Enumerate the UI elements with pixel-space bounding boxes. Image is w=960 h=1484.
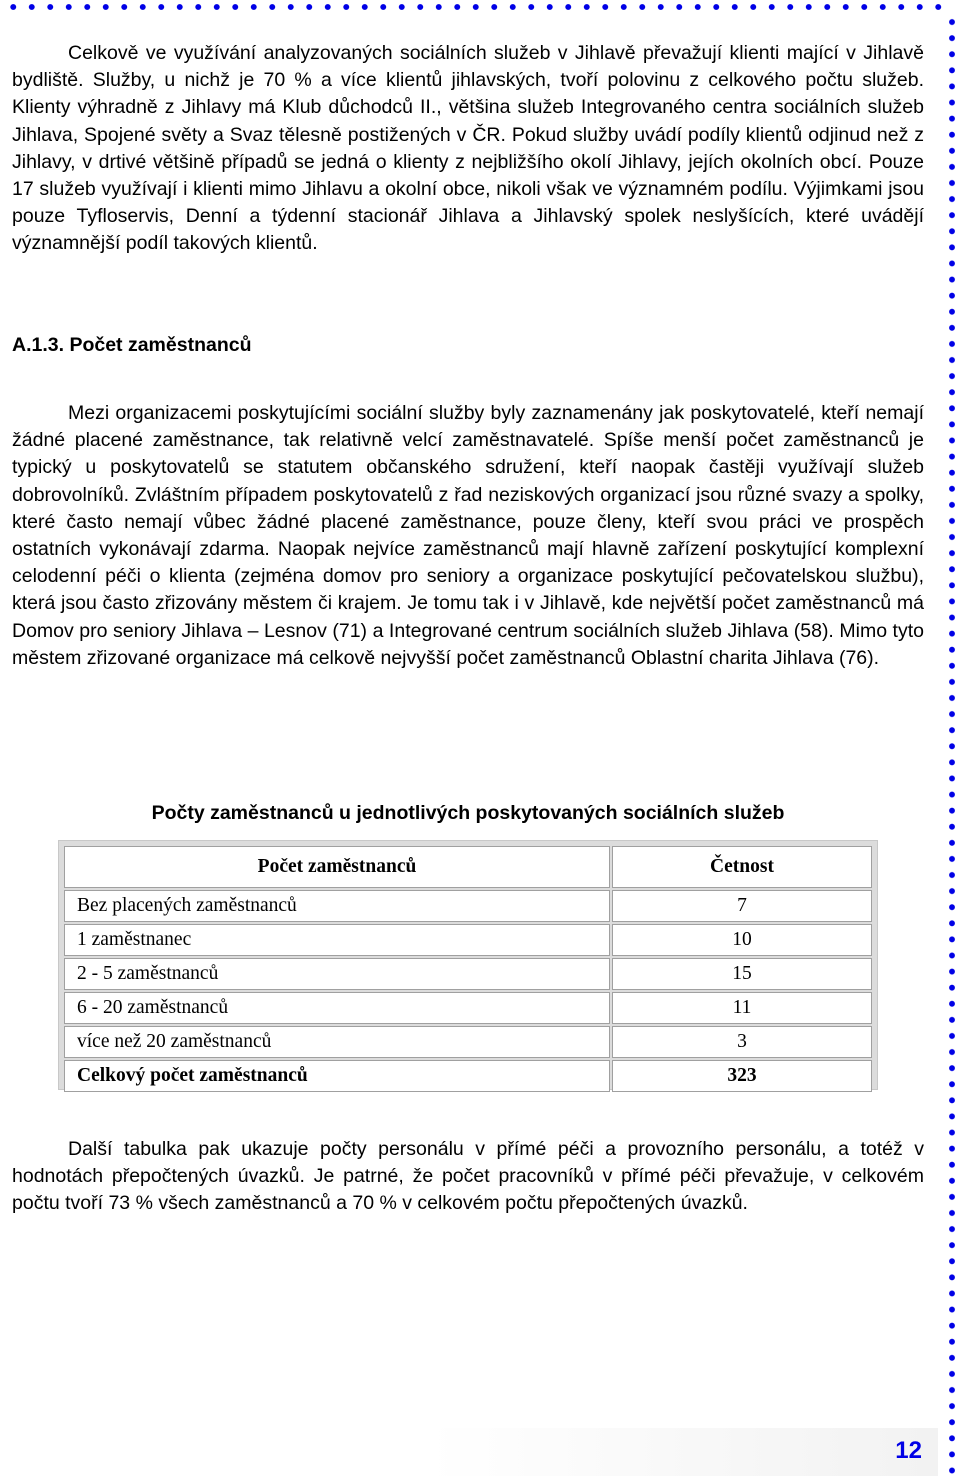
- row-label: 1 zaměstnanec: [64, 924, 610, 956]
- intro-section: [12, 40, 924, 258]
- row-value: 7: [612, 890, 872, 922]
- paragraph-employees: Mezi organizacemi poskytujícími sociální služby byly zaznamenány jak poskytovatelé, kteří nemají žádné placené zaměstnance, tak relativně velcí zaměstnavatelé. Spíše menší počet zaměstnanců je typický u poskytovatelů se statutem občanského sdružení, kteří naopak častěji využívají služeb dobrovolníků. Zvláštním případem poskytovatelů z řad neziskových organizací jsou různé svazy a spolky, které často nemají vůbec žádné placené zaměstnance, pouze členy, kteří svou práci ve prospěch ostatních vykonávají zdarma. Naopak nejvíce zaměstnanců mají hlavně zařízení poskytující komplexní celodenní péči o klienta (zejména domov pro seniory a organizace poskytující pečovatelskou službu), která jsou často zřizovány městem či krajem. Je tomu tak i v Jihlavě, kde největší počet zaměstnanců má Domov pro seniory Jihlava – Lesnov (71) a Integrované centrum sociálních služeb Jihlava (58). Mimo tyto městem zřizované organizace má celkově nejvyšší počet zaměstnanců Oblastní charita Jihlava (76).: [12, 402, 924, 669]
- table-header-row: [64, 846, 872, 888]
- paragraph-client-origin: Celkově ve využívání analyzovaných sociálních služeb v Jihlavě převažují klienti mající v Jihlavě bydliště. Služby, u nichž je 70 % a více klientů jihlavských, tvoří polovinu z celkového počtu služeb. Klienty výhradně z Jihlavy má Klub důchodců II., většina služeb Integrovaného centra sociálních služeb Jihlava, Spojené světy a Svaz tělesně postižených v ČR. Pokud služby uvádí podíly klientů odjinud než z Jihlavy, v drtivé většině případů se jedná o klienty z nejbližšího okolí Jihlavy, jejích okolních obcí. Pouze 17 služeb využívají i klienti mimo Jihlavu a okolní obce, nikoli však ve významném podílu. Výjimkami jsou pouze Tyfloservis, Denní a týdenní stacionář Jihlava a Jihlavský spolek neslyšících, které uvádějí významnější podíl takových klientů.: [12, 42, 924, 255]
- row-value: 11: [612, 992, 872, 1024]
- table-title: Počty zaměstnanců u jednotlivých poskytovaných sociálních služeb: [151, 802, 785, 824]
- employees-section: [12, 400, 924, 672]
- row-label: Bez placených zaměstnanců: [64, 890, 610, 922]
- right-dotted-border: [946, 14, 958, 1482]
- row-value: 3: [612, 1026, 872, 1058]
- table-row: [64, 992, 872, 1024]
- table-row: [64, 890, 872, 922]
- row-value: 10: [612, 924, 872, 956]
- employee-count-table: [62, 844, 874, 1094]
- row-label: 2 - 5 zaměstnanců: [64, 958, 610, 990]
- table-total-row: [64, 1060, 872, 1092]
- header-frequency: Četnost: [612, 846, 872, 888]
- total-label: Celkový počet zaměstnanců: [64, 1060, 610, 1092]
- table-row: [64, 924, 872, 956]
- table-row: [64, 1026, 872, 1058]
- footer-bar: [12, 1428, 938, 1476]
- paragraph-staff: Další tabulka pak ukazuje počty personálu v přímé péči a provozního personálu, a totéž v hodnotách přepočtených úvazků. Je patrné, že počet pracovníků v přímé péči převažuje, v celkovém počtu tvoří 73 % všech zaměstnanců a 70 % v celkovém počtu přepočtených úvazků.: [12, 1138, 924, 1215]
- employee-count-table-frame: [58, 840, 878, 1090]
- row-label: 6 - 20 zaměstnanců: [64, 992, 610, 1024]
- total-value: 323: [612, 1060, 872, 1092]
- staff-section: [12, 1136, 924, 1218]
- header-count: Počet zaměstnanců: [64, 846, 610, 888]
- row-value: 15: [612, 958, 872, 990]
- row-label: více než 20 zaměstnanců: [64, 1026, 610, 1058]
- section-heading: A.1.3. Počet zaměstnanců: [12, 334, 252, 356]
- top-dotted-border: [4, 2, 950, 12]
- table-row: [64, 958, 872, 990]
- page-number: 12: [895, 1437, 922, 1464]
